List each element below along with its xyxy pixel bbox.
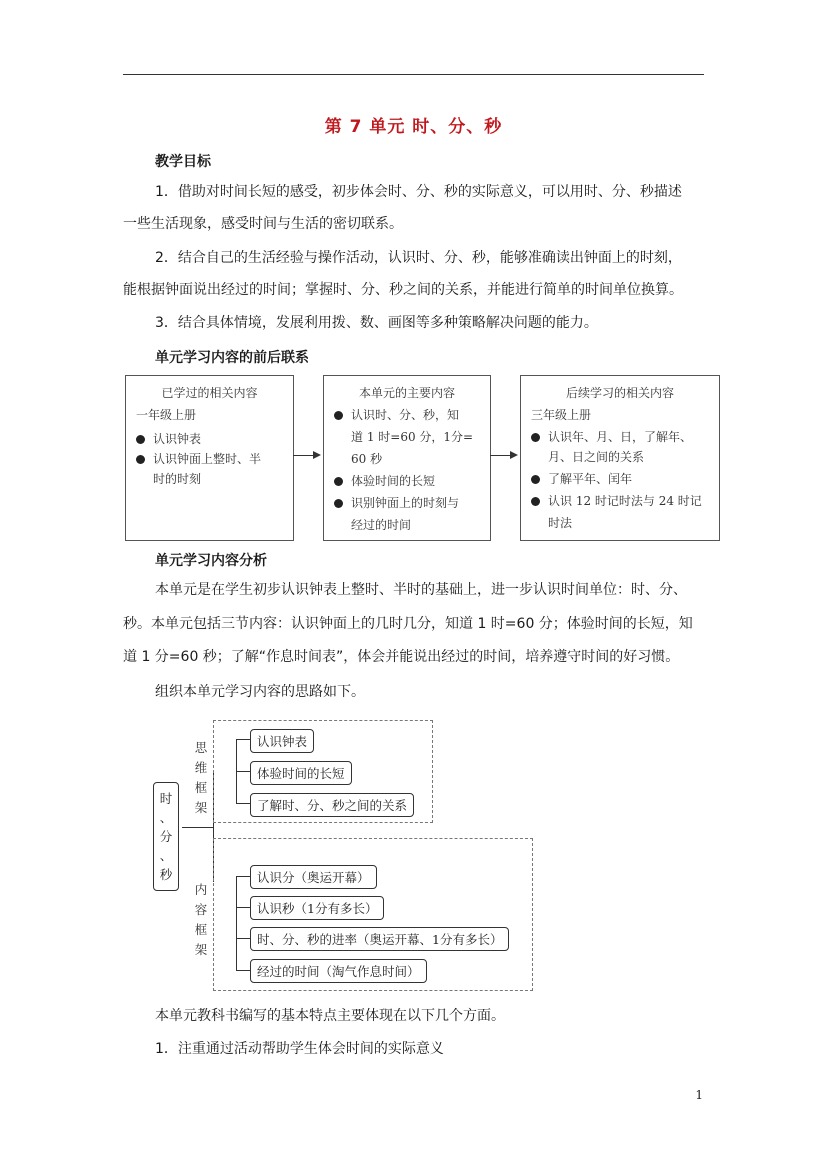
goal-1-line-1: 1．借助对时间长短的感受，初步体会时、分、秒的实际意义，可以用时、分、秒描述 bbox=[155, 184, 682, 200]
goal-2-line-1: 2．结合自己的生活经验与操作活动，认识时、分、秒，能够准确读出钟面上的时刻， bbox=[155, 250, 682, 266]
page-number: 1 bbox=[695, 1088, 703, 1102]
thinking-frame-label: 思 维 框 架 bbox=[194, 740, 208, 815]
node-unit-relations: 了解时、分、秒之间的关系 bbox=[250, 793, 414, 817]
connector bbox=[236, 876, 237, 970]
analysis-line-3: 道 1 分=60 秒；了解“作息时间表”，体会并能说出经过的时间，培养遵守时间的好习惯。 bbox=[123, 649, 680, 665]
analysis-heading: 单元学习内容分析 bbox=[155, 553, 267, 569]
analysis-line-1: 本单元是在学生初步认识钟表上整时、半时的基础上，进一步认识时间单位：时、分、 bbox=[155, 582, 687, 598]
prior-item-2-cont: 时的时刻 bbox=[153, 472, 202, 486]
bullet-icon bbox=[531, 497, 540, 506]
main-title: 本单元的主要内容 bbox=[358, 386, 455, 400]
connector bbox=[236, 938, 250, 939]
prior-item-2: 认识钟面上整时、半 bbox=[136, 450, 261, 467]
goal-1-line-2: 一些生活现象，感受时间与生活的密切联系。 bbox=[123, 216, 403, 232]
analysis-line-2: 秒。本单元包括三节内容：认识钟面上的几时几分，知道 1 时=60 分；体验时间的长短，知 bbox=[123, 616, 693, 632]
main-line-1: 认识时、分、秒，知 bbox=[334, 406, 459, 423]
prior-grade: 一年级上册 bbox=[136, 408, 197, 422]
node-second: 认识秒（1分有多长） bbox=[250, 896, 384, 920]
prior-item-1: 认识钟表 bbox=[136, 430, 201, 447]
future-line-2: 月、日之间的关系 bbox=[548, 450, 645, 464]
goals-heading: 教学目标 bbox=[155, 154, 211, 170]
main-line-6: 经过的时间 bbox=[351, 518, 412, 532]
bullet-icon bbox=[334, 411, 343, 420]
goal-2-line-2: 能根据钟面说出经过的时间；掌握时、分、秒之间的关系，并能进行简单的时间单位换算。 bbox=[123, 282, 683, 298]
page-title: 第 7 单元 时、分、秒 bbox=[324, 117, 503, 137]
node-time-length: 体验时间的长短 bbox=[250, 761, 352, 785]
future-line-3: 了解平年、闰年 bbox=[531, 470, 632, 487]
bullet-icon bbox=[136, 435, 145, 444]
main-line-2: 道 1 时=60 分，1分= bbox=[351, 430, 474, 444]
future-line-1: 认识年、月、日，了解年、 bbox=[531, 428, 692, 445]
main-line-4: 体验时间的长短 bbox=[334, 472, 435, 489]
connector bbox=[236, 803, 250, 804]
node-elapsed-time: 经过的时间（淘气作息时间） bbox=[250, 959, 427, 983]
connector bbox=[236, 970, 250, 971]
prior-content-box bbox=[125, 375, 294, 541]
main-line-5: 识别钟面上的时刻与 bbox=[334, 494, 459, 511]
future-grade: 三年级上册 bbox=[531, 408, 592, 422]
connector bbox=[236, 739, 250, 740]
future-content-box bbox=[520, 375, 720, 541]
content-frame-label: 内 容 框 架 bbox=[194, 882, 208, 957]
node-conversion: 时、分、秒的进率（奥运开幕、1分有多长） bbox=[250, 927, 509, 951]
features-intro: 本单元教科书编写的基本特点主要体现在以下几个方面。 bbox=[155, 1008, 505, 1024]
future-title: 后续学习的相关内容 bbox=[565, 386, 674, 400]
arrow-icon bbox=[293, 455, 319, 456]
main-content-box bbox=[323, 375, 491, 541]
future-line-4: 认识 12 时记时法与 24 时记 bbox=[531, 492, 702, 509]
arrow-icon bbox=[490, 455, 516, 456]
root-node: 时 、 分 、 秒 bbox=[153, 782, 179, 891]
bullet-icon bbox=[531, 475, 540, 484]
future-line-5: 时法 bbox=[548, 516, 573, 530]
connector bbox=[236, 907, 250, 908]
prior-title: 已学过的相关内容 bbox=[161, 386, 258, 400]
bullet-icon bbox=[334, 499, 343, 508]
connector bbox=[236, 771, 250, 772]
feature-1: 1．注重通过活动帮助学生体会时间的实际意义 bbox=[155, 1041, 444, 1057]
analysis-line-4: 组织本单元学习内容的思路如下。 bbox=[155, 684, 365, 700]
links-heading: 单元学习内容的前后联系 bbox=[155, 350, 309, 366]
main-line-3: 60 秒 bbox=[351, 452, 383, 466]
bullet-icon bbox=[136, 455, 145, 464]
node-recognize-clock: 认识钟表 bbox=[250, 729, 314, 753]
node-minute: 认识分（奥运开幕） bbox=[250, 865, 377, 889]
connector bbox=[182, 827, 213, 828]
bullet-icon bbox=[334, 477, 343, 486]
bullet-icon bbox=[531, 433, 540, 442]
header-rule bbox=[123, 74, 704, 75]
connector bbox=[236, 876, 250, 877]
goal-3: 3．结合具体情境，发展利用拨、数、画图等多种策略解决问题的能力。 bbox=[155, 315, 598, 331]
